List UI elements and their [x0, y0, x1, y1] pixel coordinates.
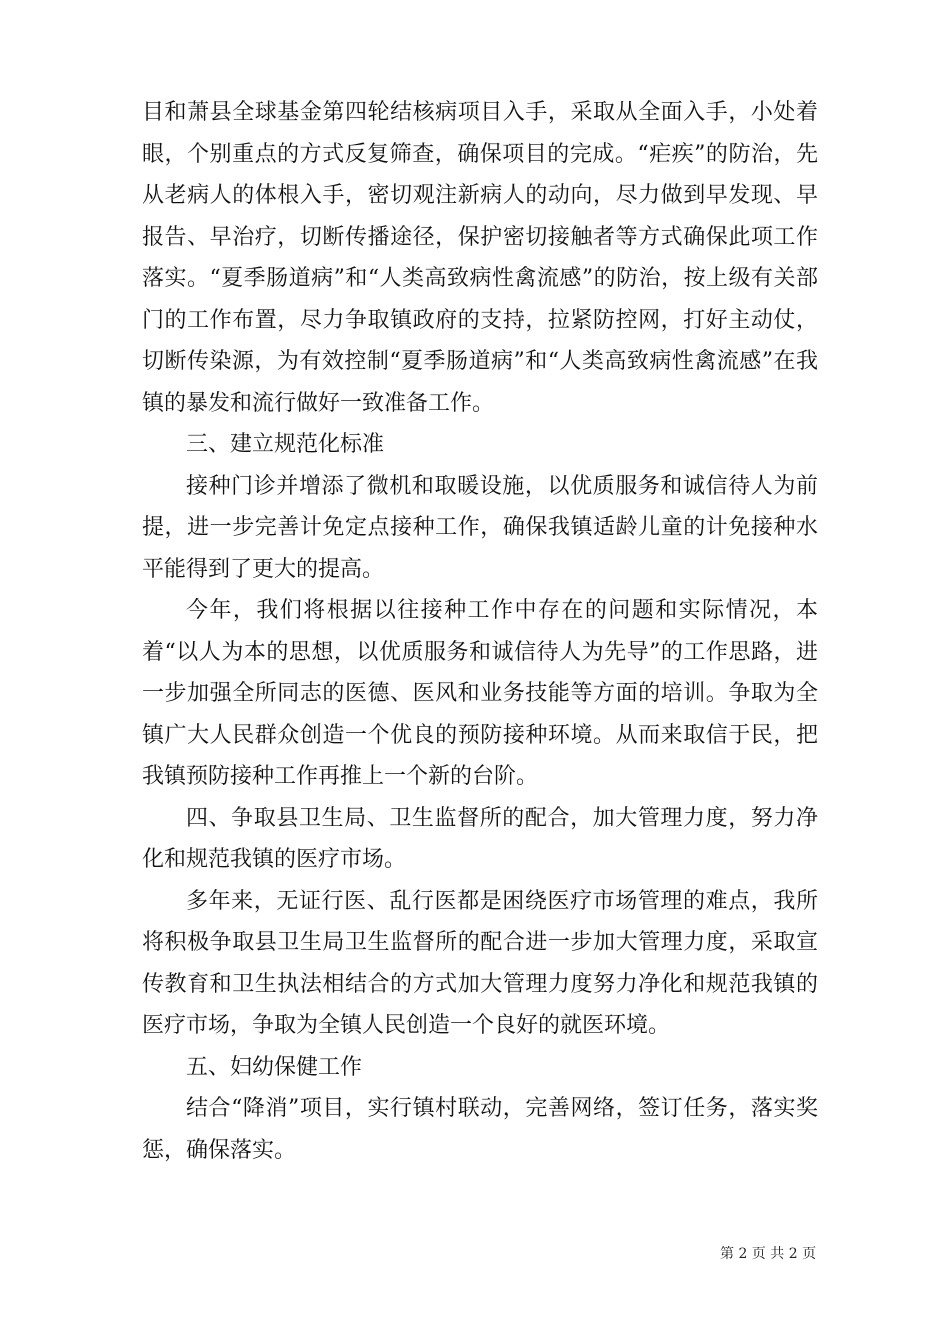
document-body [142, 92, 818, 1171]
paragraph: 接种门诊并增添了微机和取暖设施，以优质服务和诚信待人为前提，进一步完善计免定点接种工作，确保我镇适龄儿童的计免接种水平能得到了更大的提高。 [142, 473, 818, 582]
page-number-footer: 第 2 页 共 2 页 [720, 1246, 817, 1262]
section-heading-3: 三、建立规范化标准 [186, 432, 385, 457]
section-heading-4: 四、争取县卫生局、卫生监督所的配合，加大管理力度，努力净化和规范我镇的医疗市场。 [142, 805, 818, 872]
paragraph: 今年，我们将根据以往接种工作中存在的问题和实际情况，本着“以人为本的思想，以优质服务和诚信待人为先导”的工作思路，进一步加强全所同志的医德、医风和业务技能等方面的培训。争取为全镇广大人民群众创造一个优良的预防接种环境。从而来取信于民，把我镇预防接种工作再推上一个新的台阶。 [142, 598, 818, 789]
paragraph: 多年来，无证行医、乱行医都是困绕医疗市场管理的难点，我所将积极争取县卫生局卫生监督所的配合进一步加大管理力度，采取宣传教育和卫生执法相结合的方式加大管理力度努力净化和规范我镇的医疗市场，争取为全镇人民创造一个良好的就医环境。 [142, 888, 818, 1038]
paragraph-continuation: 目和萧县全球基金第四轮结核病项目入手，采取从全面入手，小处着眼，个别重点的方式反复筛查，确保项目的完成。“疟疾”的防治，先从老病人的体根入手，密切观注新病人的动向，尽力做到早发现、早报告、早治疗，切断传播途径，保护密切接触者等方式确保此项工作落实。“夏季肠道病”和“人类高致病性禽流感”的防治，按上级有关部门的工作布置，尽力争取镇政府的支持，拉紧防控网，打好主动仗，切断传染源，为有效控制“夏季肠道病”和“人类高致病性禽流感”在我镇的暴发和流行做好一致准备工作。 [142, 100, 818, 416]
section-heading-5: 五、妇幼保健工作 [186, 1054, 363, 1080]
paragraph: 结合“降消”项目，实行镇村联动，完善网络，签订任务，落实奖惩，确保落实。 [142, 1096, 818, 1163]
